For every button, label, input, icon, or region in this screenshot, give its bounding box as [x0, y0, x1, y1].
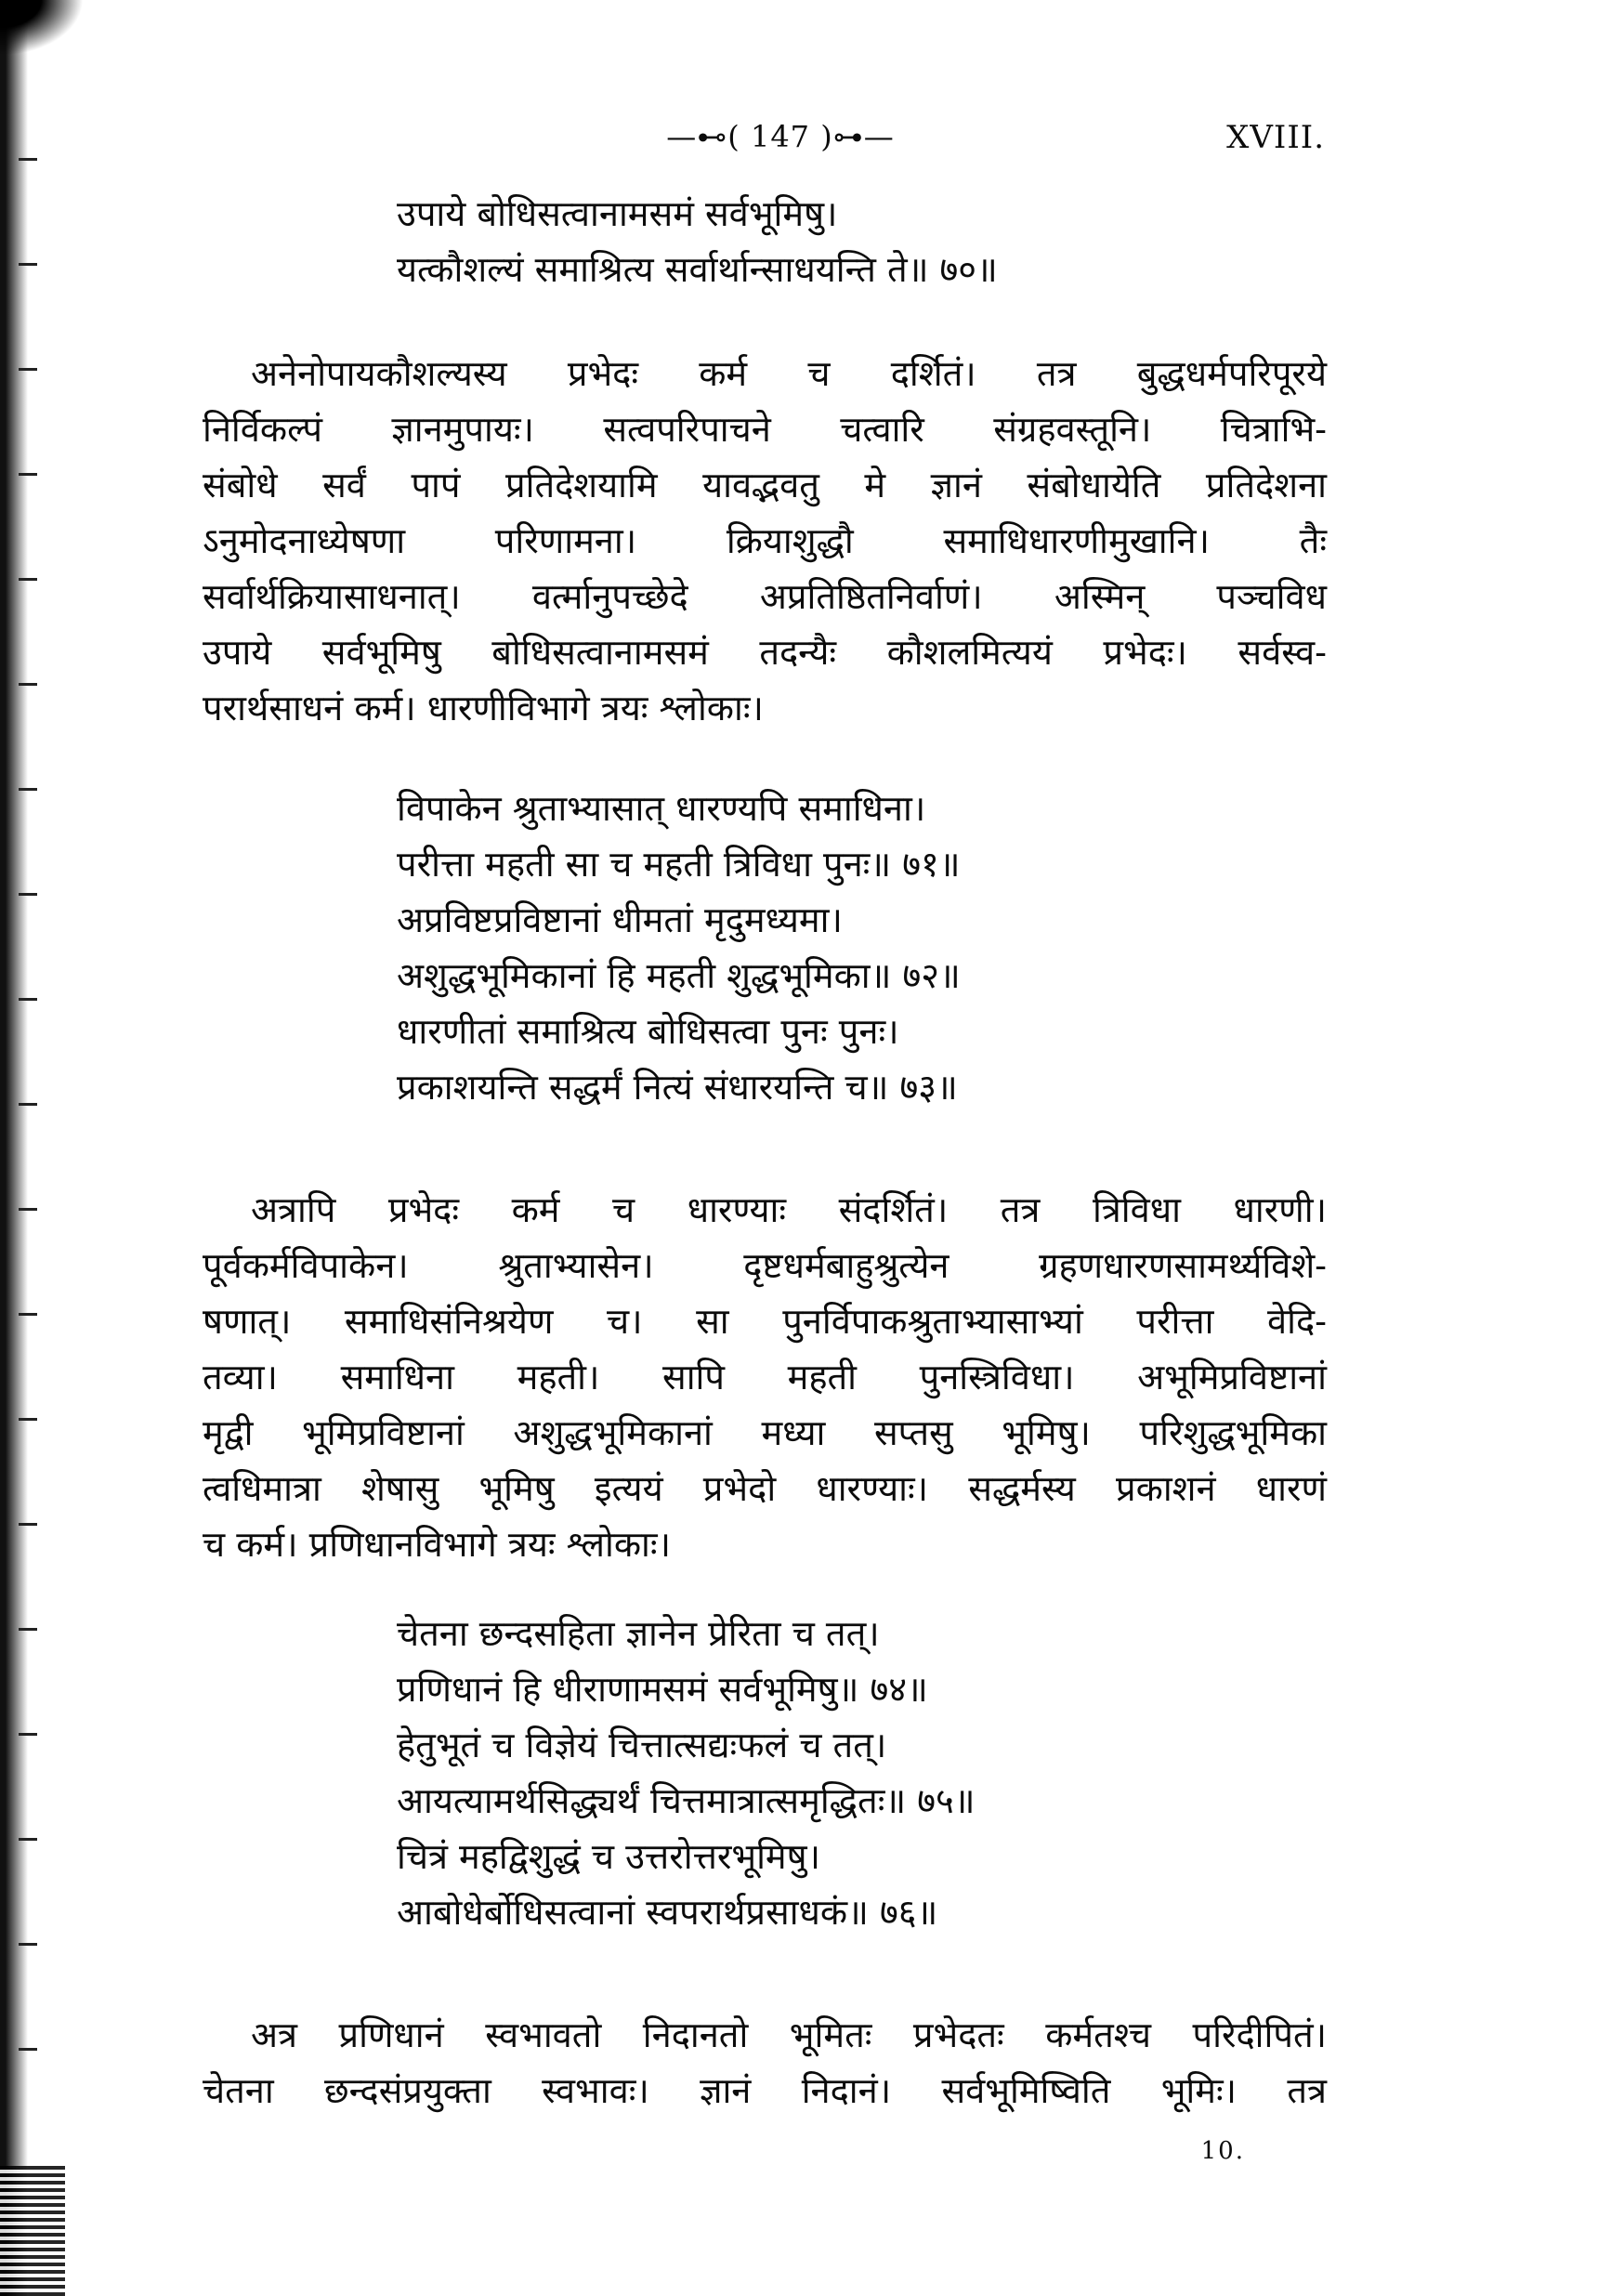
- prose-line: तव्या। समाधिना महती। सापि महती पुनस्त्रिविधा। अभूमिप्रविष्टानां: [203, 1357, 1327, 1397]
- verse-line: आबोधेर्बोधिसत्वानां स्वपरार्थप्रसाधकं॥ ७६॥: [397, 1892, 938, 1933]
- verse-line: चेतना छन्दसहिता ज्ञानेन प्रेरिता च तत्।: [397, 1613, 880, 1654]
- prose-line: मृद्वी भूमिप्रविष्टानां अशुद्धभूमिकानां मध्या सप्तसु भूमिषु। परिशुद्धभूमिका: [203, 1412, 1327, 1453]
- verse-line: हेतुभूतं च विज्ञेयं चित्तात्सद्यःफलं च तत्।: [397, 1725, 887, 1765]
- verse-line: प्रणिधानं हि धीराणामसमं सर्वभूमिषु॥ ७४॥: [397, 1669, 928, 1710]
- prose-line: च कर्म। प्रणिधानविभागे त्रयः श्लोकाः।: [203, 1524, 671, 1565]
- verse-line: प्रकाशयन्ति सद्धर्मं नित्यं संधारयन्ति च॥ ७३॥: [397, 1067, 958, 1108]
- prose-line: ऽनुमोदनाध्येषणा परिणामना। क्रियाशुद्धौ समाधिधारणीमुखानि। तैः: [203, 520, 1327, 561]
- prose-line: पूर्वकर्मविपाकेन। श्रुताभ्यासेन। दृष्टधर्मबाहुश्रुत्येन ग्रहणधारणसामर्थ्यविशे-: [203, 1245, 1327, 1286]
- verse-line: अशुद्धभूमिकानां हि महती शुद्धभूमिका॥ ७२॥: [397, 955, 961, 996]
- verse-block-70: [397, 186, 998, 297]
- scan-edge-bottom-marks: [0, 2166, 65, 2296]
- prose-line: सर्वार्थक्रियासाधनात्। वर्त्मानुपच्छेदे अप्रतिष्ठितनिर्वाणं। अस्मिन् पञ्चविध: [203, 576, 1327, 617]
- commentary-paragraph-1: [203, 346, 1327, 736]
- verse-line: उपाये बोधिसत्वानामसमं सर्वभूमिषु।: [397, 193, 838, 234]
- prose-line: अत्रापि प्रभेदः कर्म च धारण्याः संदर्शितं। तत्र त्रिविधा धारणी।: [251, 1189, 1327, 1230]
- page-number: —⊷( 147 )⊶—: [666, 119, 895, 154]
- scan-corner-shadow: [0, 0, 84, 56]
- chapter-number: XVIII.: [1226, 119, 1325, 156]
- prose-line: षणात्। समाधिसंनिश्रयेण च। सा पुनर्विपाकश्रुताभ्यासाभ्यां परीत्ता वेदि-: [203, 1301, 1327, 1342]
- verse-line: आयत्यामर्थसिद्ध्यर्थं चित्तमात्रात्समृद्धितः॥ ७५॥: [397, 1780, 976, 1821]
- verse-block-71-73: [397, 781, 961, 1115]
- verse-line: विपाकेन श्रुताभ्यासात् धारण्यपि समाधिना।: [397, 788, 926, 829]
- prose-line: त्वधिमात्रा शेषासु भूमिषु इत्ययं प्रभेदो धारण्याः। सद्धर्मस्य प्रकाशनं धारणं: [203, 1468, 1327, 1509]
- prose-line: अनेनोपायकौशल्यस्य प्रभेदः कर्म च दर्शितं। तत्र बुद्धधर्मपरिपूरये: [251, 353, 1327, 394]
- scan-edge-marks: [19, 56, 37, 2100]
- verse-line: चित्रं महद्विशुद्धं च उत्तरोत्तरभूमिषु।: [397, 1836, 821, 1877]
- prose-line: परार्थसाधनं कर्म। धारणीविभागे त्रयः श्लोकाः।: [203, 688, 764, 728]
- commentary-paragraph-3: [203, 2007, 1327, 2119]
- prose-line: अत्र प्रणिधानं स्वभावतो निदानतो भूमितः प्रभेदतः कर्मतश्च परिदीपितं।: [251, 2014, 1327, 2055]
- commentary-paragraph-2: [203, 1182, 1327, 1572]
- verse-line: धारणीतां समाश्रित्य बोधिसत्वा पुनः पुनः।: [397, 1011, 899, 1052]
- verse-line: अप्रविष्टप्रविष्टानां धीमतां मृदुमध्यमा।: [397, 899, 843, 940]
- verse-block-74-76: [397, 1606, 976, 1940]
- verse-line: यत्कौशल्यं समाश्रित्य सर्वार्थान्साधयन्ति ते॥ ७०॥: [397, 249, 998, 290]
- prose-line: चेतना छन्दसंप्रयुक्ता स्वभावः। ज्ञानं निदानं। सर्वभूमिष्विति भूमिः। तत्र: [203, 2070, 1327, 2111]
- prose-line: उपाये सर्वभूमिषु बोधिसत्वानामसमं तदन्यैः कौशलमित्ययं प्रभेदः। सर्वस्व-: [203, 632, 1327, 673]
- signature-mark: 10.: [1200, 2137, 1245, 2165]
- prose-line: निर्विकल्पं ज्ञानमुपायः। सत्वपरिपाचने चत्वारि संग्रहवस्तूनि। चित्राभि-: [203, 409, 1327, 450]
- prose-line: संबोधे सर्वं पापं प्रतिदेशयामि यावद्भवतु मे ज्ञानं संबोधायेति प्रतिदेशना: [203, 465, 1327, 505]
- verse-line: परीत्ता महती सा च महती त्रिविधा पुनः॥ ७१॥: [397, 844, 961, 885]
